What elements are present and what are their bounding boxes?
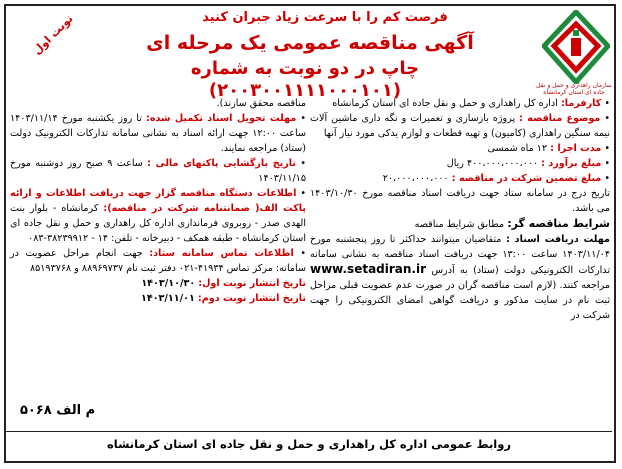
duration-value: ۱۲ ماه شمسی <box>487 143 548 154</box>
employer-row: • کارفرما: اداره کل راهداری و حمل و نقل جاده ای استان کرمانشاه <box>332 98 610 109</box>
ad-code: م الف ۵۰۶۸ <box>20 403 96 418</box>
receive-tail: مراجعه کنند. (لازم است مناقصه گران در صورت عدم عضویت قبلی مراحل ثبت نام در سایت مذکور و دریافت گواهی امضای الکترونیکی را جهت شرکت در <box>310 280 610 321</box>
second-publication-row <box>10 291 306 306</box>
corner-ribbon <box>6 6 76 76</box>
info-row: • اطلاعات دستگاه مناقصه گزار جهت دریافت اطلاعات و ارائه پاکت الف( ضمانتنامه شرکت در مناقصه): کرمانشاه - بلوار بنت الهدی صدر - روبروی فرمانداری اداره کل راهداری و حمل و نقل جاده ای استان کرمانشاه - طبقه همکف - دبیرخانه - تلفن: ۱۴ - ۳۸۲۳۹۹۱۲-۰۸۳ <box>10 188 306 244</box>
conditions-value: مطابق شرایط مناقصه <box>414 219 505 230</box>
receive-value: متقاضیان میتوانند حداکثر تا روز پنجشنبه مورخ ۱۴۰۳/۱۱/۰۴ ساعت ۱۳:۰۰ جهت دریافت اسناد مناقصه به نشانی سامانه تدارکات الکترونیکی دولت (ستاد) به آدرس <box>310 234 610 276</box>
estimate-value: ۴۰۰،۰۰۰،۰۰۰،۰۰۰ ریال <box>446 158 539 169</box>
website-link[interactable]: www.setadiran.ir <box>310 262 427 276</box>
submit-row: • مهلت تحویل اسناد تکمیل شده: تا روز یکشنبه مورخ ۱۴۰۳/۱۱/۱۴ ساعت ۱۲:۰۰ جهت ارائه اسناد به نشانی سامانه تدارکات الکترونیک دولت (ستاد) مراجعه نمایند. <box>10 113 307 154</box>
first-publication-date: ۱۴۰۳/۱۰/۳۰ <box>141 278 196 289</box>
submit-label: مهلت تحویل اسناد تکمیل شده: <box>146 113 297 124</box>
subject-row: • موضوع مناقصه : پروژه بازسازی و تعمیرات و نگه داری ماشین آلات نیمه سنگین راهداری (کامیون) و تهیه قطعات و لوازم یدکی مورد نیاز آنها <box>310 113 610 139</box>
opening-label: تاریخ بازگشایی پاکتهای مالی : <box>147 158 296 169</box>
opening-value: ساعت ۹ صبح روز دوشنبه مورخ ۱۴۰۳/۱۱/۱۵ <box>10 158 306 184</box>
guarantee-label: مبلغ تضمین شرکت در مناقصه : <box>451 173 602 184</box>
submit-value: تا روز یکشنبه مورخ ۱۴۰۳/۱۱/۱۴ ساعت ۱۲:۰۰ جهت ارائه اسناد به نشانی سامانه تدارکات الکترونیک دولت (ستاد) مراجعه نمایند. <box>10 113 306 154</box>
conditions-row <box>310 216 610 232</box>
opening-row: • تاریخ بازگشایی پاکتهای مالی : ساعت ۹ صبح روز دوشنبه مورخ ۱۴۰۳/۱۱/۱۵ <box>10 158 306 184</box>
ribbon-label: نوبت اول <box>10 6 76 76</box>
info-heading: اطلاعات دستگاه مناقصه گزار جهت دریافت اطلاعات و ارائه پاکت الف( ضمانتنامه شرکت در مناقصه): <box>10 188 306 214</box>
contact-row: • اطلاعات تماس سامانه ستاد: جهت انجام مراحل عضویت در سامانه: مرکز تماس ۴۱۹۳۴-۰۲۱ دفتر ثبت نام ۸۸۹۶۹۷۳۷ و ۸۵۱۹۳۷۶۸ <box>10 248 306 274</box>
receive-label: مهلت دریافت اسناد : <box>505 234 610 245</box>
first-publication-row <box>10 276 306 291</box>
second-publication-date: ۱۴۰۳/۱۱/۰۱ <box>140 293 195 304</box>
urgent-note: فرصت کم را با سرعت زیاد جبران کنید <box>202 10 448 25</box>
contact-label: اطلاعات تماس سامانه ستاد: <box>149 248 294 259</box>
duration-row: • مدت اجرا : ۱۲ ماه شمسی <box>487 143 610 154</box>
subject-value: پروژه بازسازی و تعمیرات و نگه داری ماشین آلات نیمه سنگین راهداری (کامیون) و تهیه قطعات و لوازم یدکی مورد نیاز آنها <box>310 113 610 139</box>
subject-label: موضوع مناقصه : <box>519 113 601 124</box>
info-value: کرمانشاه - بلوار بنت الهدی صدر - روبروی فرمانداری اداره کل راهداری و حمل و نقل جاده ای استان کرمانشاه - طبقه همکف - دبیرخانه - تلفن: ۱۴ - ۳۸۲۳۹۹۱۲-۰۸۳ <box>10 203 306 244</box>
guarantee-value: ۲۰،۰۰۰،۰۰۰،۰۰۰ <box>382 173 449 184</box>
footer: روابط عمومی اداره کل راهداری و حمل و نقل جاده ای استان کرمانشاه <box>6 431 612 456</box>
employer-value: اداره کل راهداری و حمل و نقل جاده ای استان کرمانشاه <box>332 98 558 109</box>
estimate-label: مبلغ برآورد : <box>541 158 602 169</box>
left-column <box>10 96 306 306</box>
guarantee-note: تاریخ درج در سامانه ستاد جهت دریافت اسناد مناقصه مورخ ۱۴۰۳/۱۰/۳۰ می باشد. <box>310 188 610 214</box>
road-organization-logo-icon <box>542 10 610 84</box>
duration-label: مدت اجرا : <box>550 143 602 154</box>
receive-row <box>310 232 610 323</box>
right-column <box>310 96 610 323</box>
continuation-text: مناقصه محقق سازند). <box>216 98 306 109</box>
second-publication-label: تاریخ انتشار نوبت دوم: <box>197 293 306 304</box>
notice-title: آگهی مناقصه عمومی یک مرحله ای <box>146 32 474 54</box>
conditions-heading: شرایط مناقصه گر: <box>507 217 610 230</box>
estimate-row: • مبلغ برآورد : ۴۰۰،۰۰۰،۰۰۰،۰۰۰ ریال <box>446 158 610 169</box>
logo-caption: سازمان راهداری و حمل و نقل جاده ای استان کرمانشاه <box>536 82 612 97</box>
employer-label: کارفرما: <box>560 98 602 109</box>
first-publication-label: تاریخ انتشار نوبت اول: <box>198 278 306 289</box>
contact-value: جهت انجام مراحل عضویت در سامانه: مرکز تماس ۴۱۹۳۴-۰۲۱ دفتر ثبت نام ۸۸۹۶۹۷۳۷ و ۸۵۱۹۳۷۶۸ <box>10 248 306 274</box>
guarantee-row: • مبلغ تضمین شرکت در مناقصه : ۲۰،۰۰۰،۰۰۰،۰۰۰ <box>382 173 610 184</box>
notice-subtitle: چاپ در دو نوبت به شماره (۲۰۰۳۰۰۱۱۱۱۰۰۰۱۰۱) <box>190 58 420 101</box>
